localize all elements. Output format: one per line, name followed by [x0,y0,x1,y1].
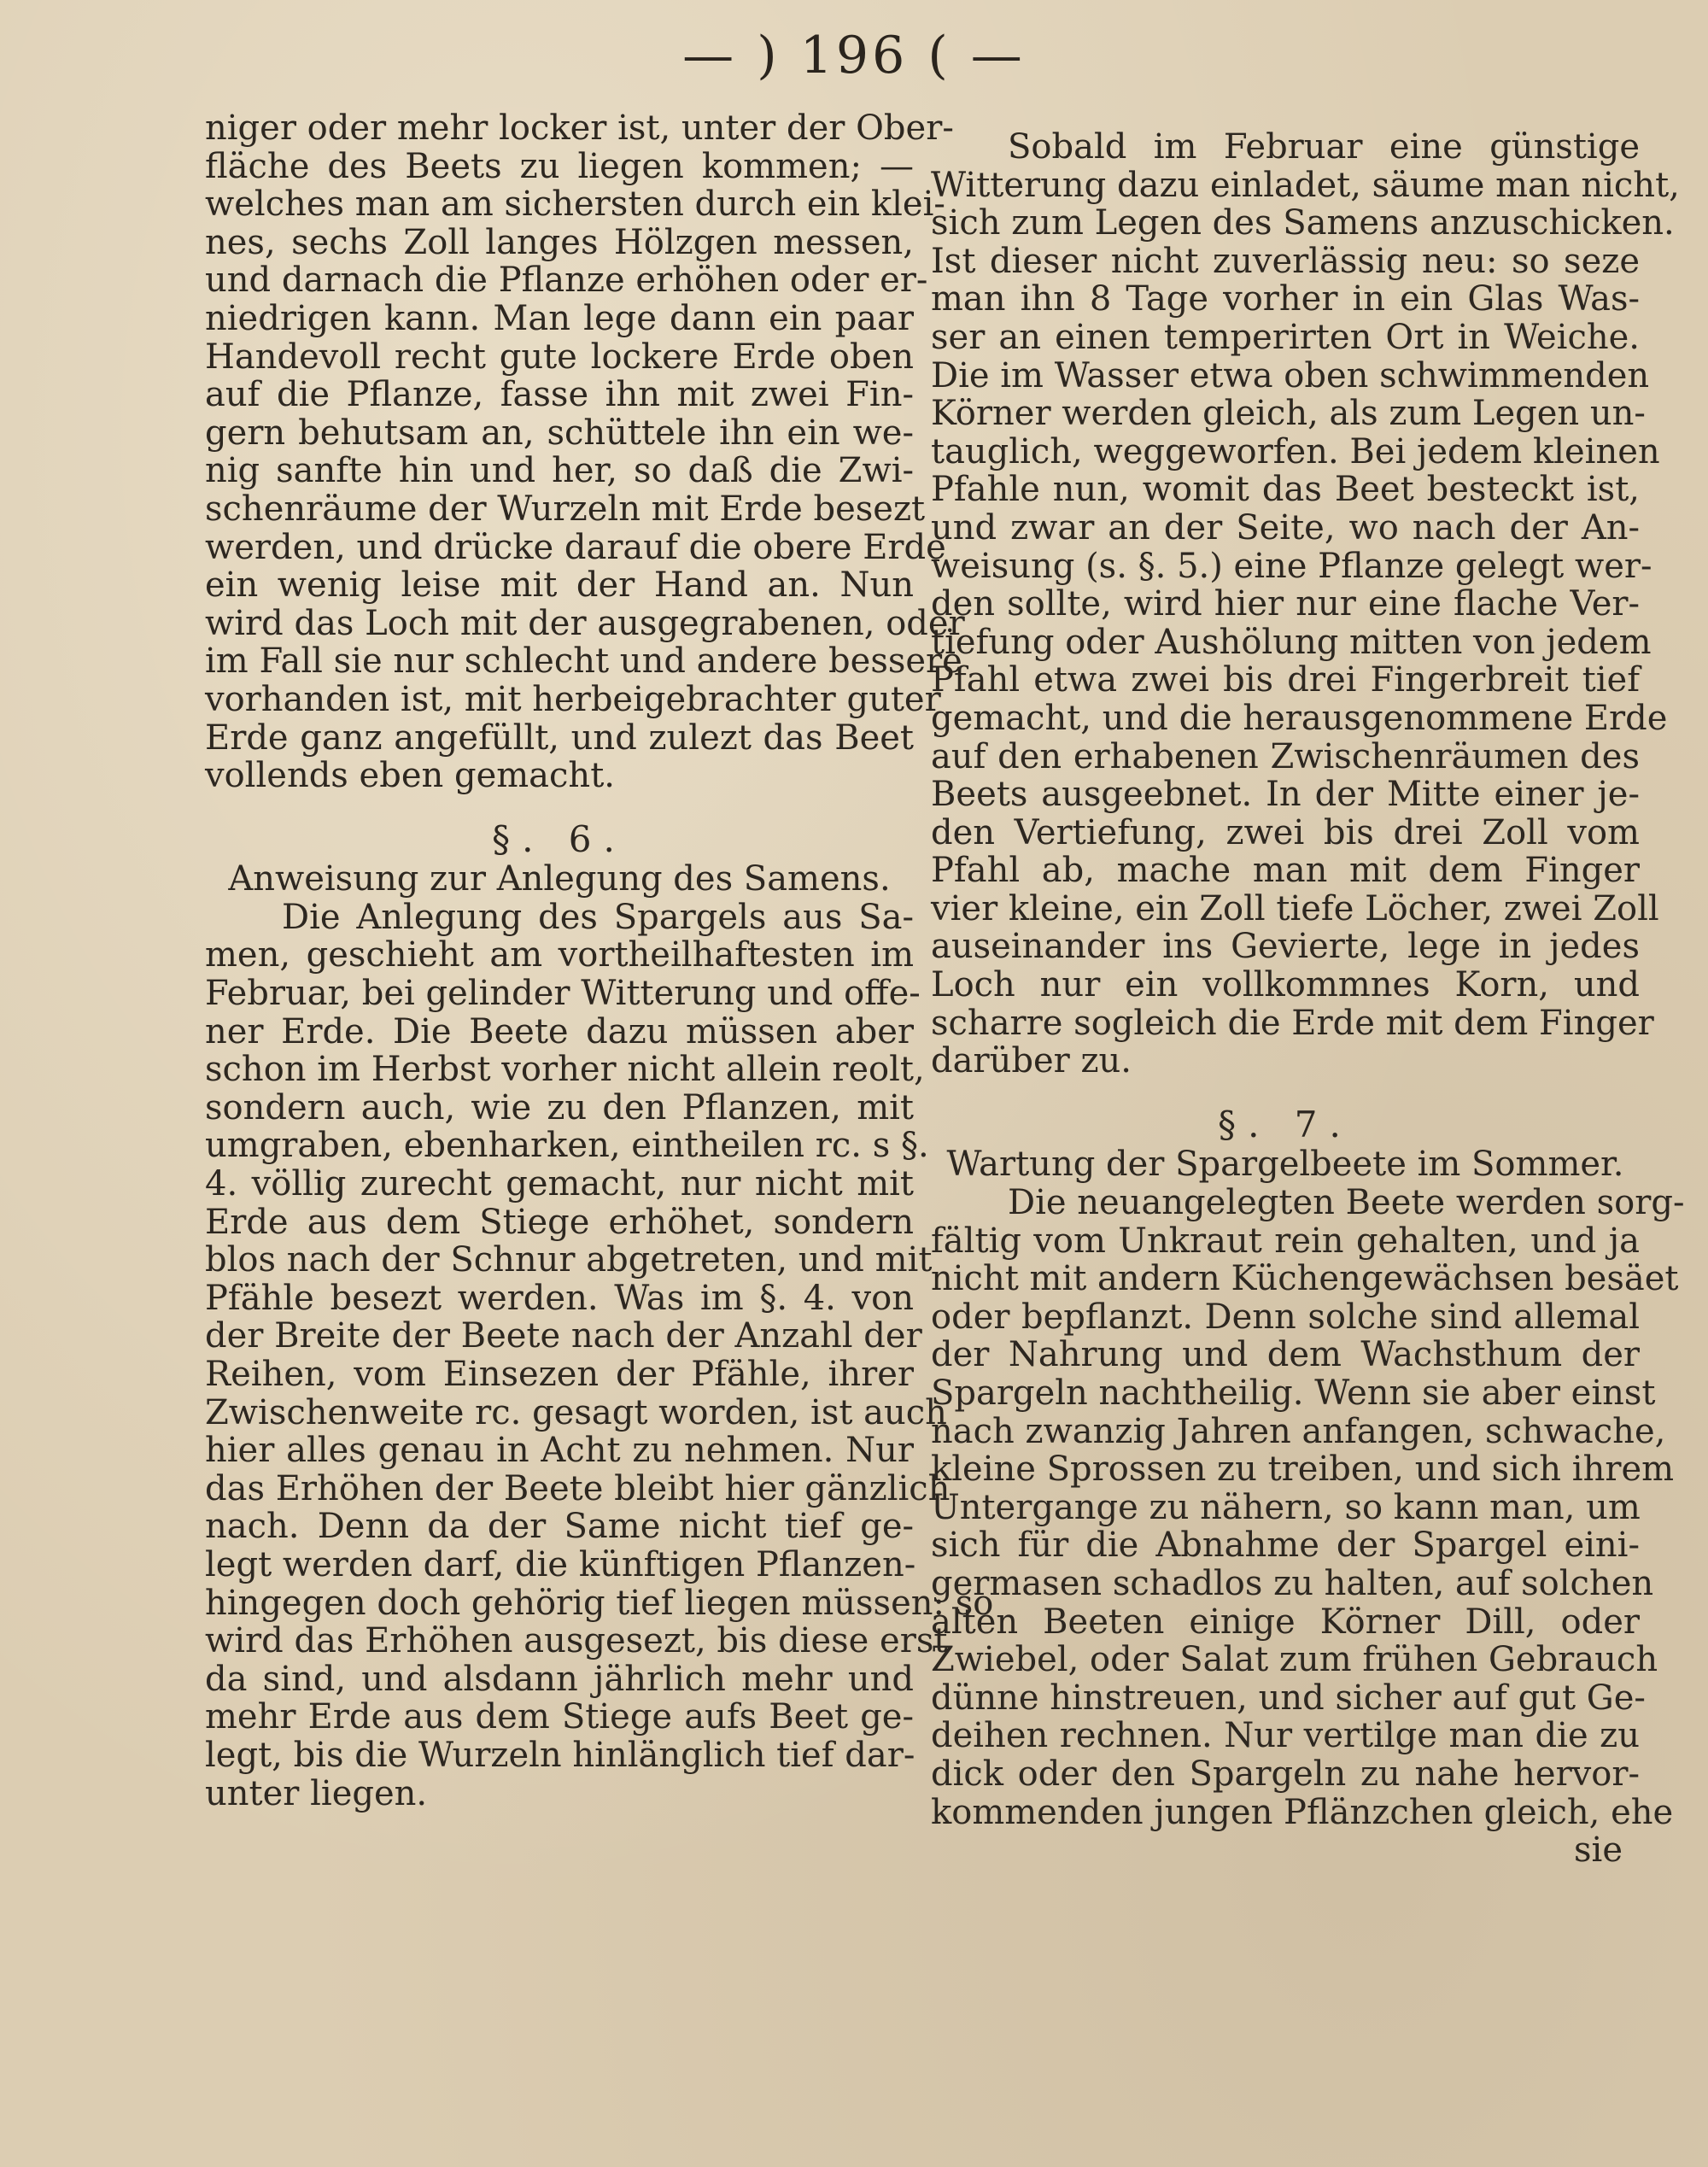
text-line: weisung (s. §. 5.) eine Pflanze gelegt wer- [931,546,1652,586]
text-line: da sind, und alsdann jährlich mehr und [205,1659,914,1699]
text-line: vollends eben gemacht. [205,756,615,796]
text-line: Pfahle nun, womit das Beet besteckt ist, [931,470,1640,510]
text-line: wird das Loch mit der ausgegrabenen, oder [205,603,965,643]
text-line: niedrigen kann. Man lege dann ein paar [205,298,914,338]
text-line: Witterung dazu einladet, säume man nicht, [931,165,1680,205]
text-line: kommenden jungen Pflänzchen gleich, ehe [931,1792,1674,1832]
page-header: — ) 196 ( — [682,26,1026,85]
text-line: mehr Erde aus dem Stiege aufs Beet ge- [205,1697,914,1737]
section-7-heading: Wartung der Spargelbeete im Sommer. [946,1145,1624,1185]
left-column [205,108,994,1813]
text-line: Sobald im Februar eine günstige [1008,127,1640,167]
text-line: schon im Herbst vorher nicht allein reolt, [205,1050,925,1090]
text-line: deihen rechnen. Nur vertilge man die zu [931,1716,1640,1756]
text-line: ser an einen temperirten Ort in Weiche. [931,317,1640,357]
text-line: auseinander ins Gevierte, lege in jedes [931,927,1640,967]
text-line: kleine Sprossen zu treiben, und sich ihrem [931,1450,1675,1490]
text-line: Spargeln nachtheilig. Wenn sie aber einst [931,1373,1656,1413]
text-line: ner Erde. Die Beete dazu müssen aber [205,1011,914,1051]
text-line: blos nach der Schnur abgetreten, und mit [205,1240,933,1280]
text-line: Pfahl etwa zwei bis drei Fingerbreit tief [931,660,1640,700]
text-line: Zwischenweite rc. gesagt worden, ist auch [205,1392,947,1432]
text-line: Ist dieser nicht zuverlässig neu: so seze [931,241,1640,281]
text-line: schenräume der Wurzeln mit Erde besezt [205,489,926,529]
text-line: der Nahrung und dem Wachsthum der [931,1335,1640,1375]
text-line: fältig vom Unkraut rein gehalten, und ja [931,1221,1640,1261]
text-line: germasen schadlos zu halten, auf solchen [931,1563,1654,1603]
text-line: legt werden darf, die künftigen Pflanzen- [205,1544,916,1584]
text-line: sich für die Abnahme der Spargel eini- [931,1526,1640,1566]
text-line: men, geschieht am vortheilhaftesten im [205,935,914,975]
text-line: den Vertiefung, zwei bis drei Zoll vom [931,812,1640,852]
text-line: nicht mit andern Küchengewächsen besäet [931,1259,1679,1299]
text-line: im Fall sie nur schlecht und andere bessere [205,641,962,682]
text-line: hier alles genau in Acht zu nehmen. Nur [205,1431,914,1471]
text-line: scharre sogleich die Erde mit dem Finger [931,1003,1654,1043]
text-line: Pfähle besezt werden. Was im §. 4. von [205,1278,914,1318]
text-line: gern behutsam an, schüttele ihn ein we- [205,413,914,453]
text-line: dünne hinstreuen, und sicher auf gut Ge- [931,1678,1646,1718]
text-line: hingegen doch gehörig tief liegen müssen: so [205,1583,994,1623]
text-line: Beets ausgeebnet. In der Mitte einer je- [931,775,1640,815]
text-line: umgraben, ebenharken, eintheilen rc. s §. [205,1126,929,1166]
text-line: Reihen, vom Einsezen der Pfähle, ihrer [205,1355,914,1394]
left-para-2 [205,897,994,1813]
text-line: Februar, bei gelinder Witterung und offe- [205,974,921,1014]
text-line: nach zwanzig Jahren anfangen, schwache, [931,1411,1666,1451]
text-line: auf die Pflanze, fasse ihn mit zwei Fin- [205,375,914,415]
text-line: nach. Denn da der Same nicht tief ge- [205,1507,914,1547]
text-line: Die im Wasser etwa oben schwimmenden [931,355,1650,395]
text-line: nig sanfte hin und her, so daß die Zwi- [205,451,914,491]
text-line: 4. völlig zurecht gemacht, nur nicht mit [205,1164,914,1204]
text-line: Die Anlegung des Spargels aus Sa- [282,897,914,937]
text-line: Zwiebel, oder Salat zum frühen Gebrauch [931,1640,1658,1680]
left-para-1 [205,108,965,796]
text-line: gemacht, und die herausgenommene Erde [931,698,1668,738]
text-line: Erde aus dem Stiege erhöhet, sondern [205,1202,914,1242]
text-line: Die neuangelegten Beete werden sorg- [1008,1183,1685,1223]
text-line: Pfahl ab, mache man mit dem Finger [931,851,1640,891]
text-line: niger oder mehr locker ist, unter der Ober- [205,108,954,148]
text-line: vorhanden ist, mit herbeigebrachter guter [205,679,941,719]
text-line: nes, sechs Zoll langes Hölzgen messen, [205,222,914,262]
text-line: alten Beeten einige Körner Dill, oder [931,1602,1640,1642]
text-line: darüber zu. [931,1041,1132,1081]
text-line: Untergange zu nähern, so kann man, um [931,1487,1641,1527]
text-line: sondern auch, wie zu den Pflanzen, mit [205,1087,914,1127]
text-line: und zwar an der Seite, wo nach der An- [931,507,1640,548]
section-7-number: §. 7. [1218,1103,1353,1145]
text-line: Loch nur ein vollkommnes Korn, und [931,965,1640,1005]
section-6-number: §. 6. [492,817,627,860]
text-line: Erde ganz angefüllt, und zulezt das Beet [205,717,914,758]
text-line: auf den erhabenen Zwischenräumen des [931,736,1640,776]
text-line: Handevoll recht gute lockere Erde oben [205,337,914,377]
text-line: man ihn 8 Tage vorher in ein Glas Was- [931,279,1640,319]
text-line: wird das Erhöhen ausgesezt, bis diese erst [205,1621,948,1661]
text-line: unter liegen. [205,1773,428,1813]
text-line: den sollte, wird hier nur eine flache Ver- [931,584,1640,624]
text-line: tiefung oder Aushölung mitten von jedem [931,622,1652,662]
text-line: oder bepflanzt. Denn solche sind allemal [931,1297,1640,1337]
text-line: ein wenig leise mit der Hand an. Nun [205,565,914,606]
text-line: der Breite der Beete nach der Anzahl der [205,1316,922,1356]
text-line: legt, bis die Wurzeln hinlänglich tief dar- [205,1735,915,1775]
right-para-2 [931,1183,1685,1832]
right-para-1 [931,127,1680,1081]
text-line: welches man am sichersten durch ein klei- [205,184,945,225]
text-line: werden, und drücke darauf die obere Erde [205,527,946,567]
right-column [931,127,1685,1871]
text-line: fläche des Beets zu liegen kommen; — [205,146,914,186]
text-line: sich zum Legen des Samens anzuschicken. [931,203,1675,243]
text-line: und darnach die Pflanze erhöhen oder er- [205,261,928,301]
text-line: vier kleine, ein Zoll tiefe Löcher, zwei Zoll [931,888,1659,928]
text-line: dick oder den Spargeln zu nahe hervor- [931,1754,1640,1794]
text-line: Körner werden gleich, als zum Legen un- [931,394,1646,434]
catchword: sie [1574,1830,1623,1871]
text-line: das Erhöhen der Beete bleibt hier gänzlich [205,1468,951,1508]
section-6-heading: Anweisung zur Anlegung des Samens. [228,859,891,899]
text-line: tauglich, weggeworfen. Bei jedem kleinen [931,431,1660,471]
